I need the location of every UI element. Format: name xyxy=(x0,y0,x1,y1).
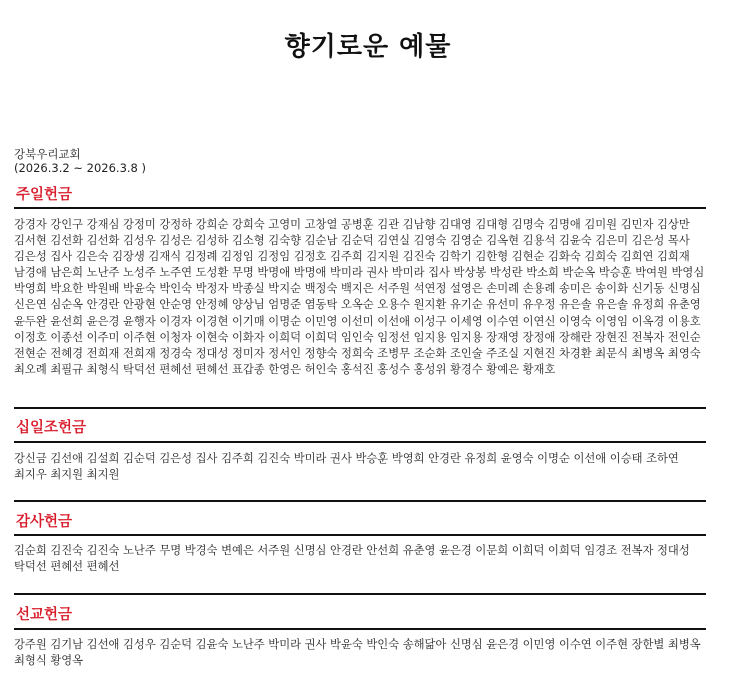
mission-names: 강주원 김기남 김선애 김성우 김순덕 김윤숙 노난주 박미라 권사 박윤숙 박인숙 송해닮아 신명심 윤은경 이민영 이수연 이주현 장한별 최병옥 최형식 황영옥 xyxy=(14,638,701,668)
thanksgiving-names: 김순희 김진숙 김진숙 노난주 무명 박경숙 변예은 서주원 신명심 안경란 안선희 유춘영 윤은경 이문희 이희덕 이희덕 임경조 전복자 정대성 탁덕선 편혜선 편혜선 xyxy=(14,544,690,574)
tithe-names: 강신금 김선애 김설희 김순덕 김은성 집사 김주희 김진숙 박미라 권사 박승훈 박영희 안경란 유정희 윤영숙 이명순 이선애 이승태 조하연 최지우 최지원 최지원 xyxy=(14,452,679,482)
section-divider xyxy=(14,500,706,502)
section-title-thanksgiving: 감사헌금 xyxy=(16,514,73,530)
section-divider xyxy=(14,593,706,595)
section-title-mission: 선교헌금 xyxy=(16,607,73,623)
section-title-sunday-offering: 주일헌금 xyxy=(16,187,73,203)
section-divider xyxy=(14,534,706,536)
section-divider xyxy=(14,628,706,630)
section-divider xyxy=(14,407,706,409)
sunday-offering-names: 강경자 강인구 강재심 강정미 강정하 강희순 강희숙 고영미 고창열 공병훈 김관 김남향 김대영 김대형 김명숙 김명애 김미원 김민자 김상만 김서현 김선화 김선화 김성우 김성은 김성하 김소형 김숙향 김순남 김순덕 김연실 김영숙 김영순 김옥현 김용석 김윤숙 김은미 김은성 목사 김은성 집사 김은숙 김장생 김재식 김정례 김정임 김정임 김정호 김주희 김지원 김진숙 김학기 김한형 김현순 김화숙 김희숙 김희연 김희재 남경애 남은희 노난주 노성주 노주연 도성환 무명 박명애 박명애 박미라 권사 박미라 집사 박상봉 박성란 박소희 박순옥 박승훈 박여원 박영심 박영희 박요한 박원배 박윤숙 박인숙 박정자 박종실 박지순 백정숙 백지은 서주원 석연정 설영은 손미례 손용례 송미은 송이화 신기동 신명심 신은연 심순옥 안경란 안광현 안순영 안정혜 양상님 엄명준 염동탁 오옥순 오용수 원지환 유기순 유선미 유우정 유은솔 유은솔 유정희 유춘영 윤두완 윤선희 윤은경 윤행자 이경자 이경현 이기매 이명순 이민영 이선미 이선애 이성구 이세영 이수연 이연신 이영숙 이영임 이옥경 이용호 이정호 이종선 이주미 이주현 이청자 이현숙 이화자 이희덕 이희덕 임인숙 임정선 임지용 임지용 장재영 장정애 장해란 장현진 전복자 전인순 전현순 전혜경 전희재 전희재 정경숙 정대성 정미자 정서인 정향숙 정희숙 조병무 조순화 조인술 주조실 지현진 차경환 최문식 최병옥 최영숙 최오례 최필규 최형식 탁덕선 편혜선 편혜선 표갑종 한영은 허인숙 홍석진 홍성수 홍성위 황경수 황예은 황재호 xyxy=(14,218,705,376)
section-title-tithe: 십일조헌금 xyxy=(16,420,87,436)
church-name: 강북우리교회 xyxy=(14,147,81,161)
section-divider xyxy=(14,441,706,443)
date-period: (2026.3.2 ~ 2026.3.8 ) xyxy=(14,161,146,175)
page-title: 향기로운 예물 xyxy=(284,32,452,62)
section-divider xyxy=(14,207,706,209)
